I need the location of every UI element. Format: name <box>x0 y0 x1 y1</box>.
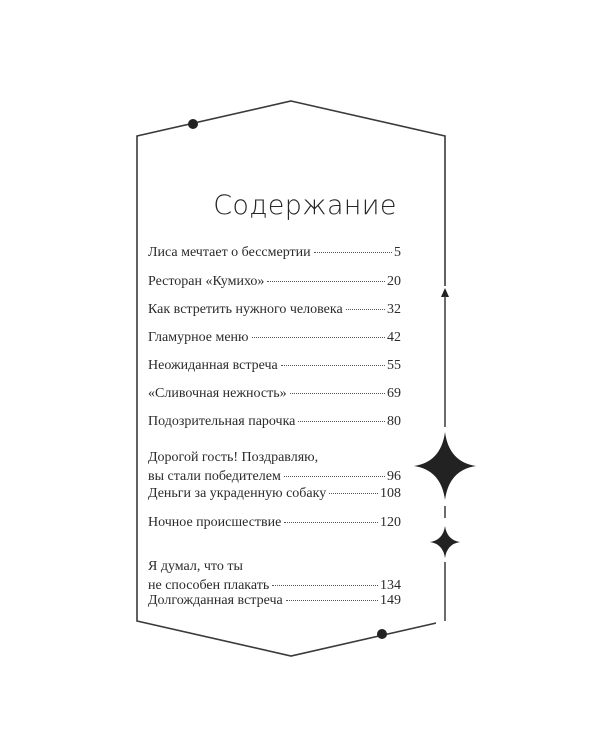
dot-leader <box>329 493 378 494</box>
toc-entry-title: Гламурное меню <box>148 330 249 345</box>
toc-page-number: 96 <box>387 469 401 484</box>
toc-page-number: 55 <box>387 358 401 373</box>
toc-page-number: 32 <box>387 302 401 317</box>
dot-leader <box>314 252 392 253</box>
toc-entry[interactable] <box>148 328 401 347</box>
toc-page-number: 42 <box>387 330 401 345</box>
toc-entry[interactable] <box>148 384 401 403</box>
dot-leader <box>298 421 385 422</box>
toc-page-number: 69 <box>387 386 401 401</box>
toc-entry-title: Подозрительная парочка <box>148 414 296 429</box>
toc-entry[interactable] <box>148 591 401 610</box>
toc-entry-title: не способен плакать <box>148 578 270 593</box>
dot-leader <box>281 365 385 366</box>
page-title: Содержание <box>213 190 397 221</box>
dot-leader <box>272 585 378 586</box>
toc-entry-title: Деньги за украденную собаку <box>148 486 327 501</box>
toc-entry-title: Неожиданная встреча <box>148 358 278 373</box>
toc-entry[interactable] <box>148 272 401 291</box>
four-point-star-icon <box>430 526 460 558</box>
dot-ornament-icon <box>188 119 198 129</box>
dot-leader <box>346 309 385 310</box>
toc-entry[interactable] <box>148 300 401 319</box>
toc-entry-title: Лиса мечтает о бессмертии <box>148 245 311 260</box>
toc-page-number: 20 <box>387 274 401 289</box>
four-point-star-icon <box>414 432 476 500</box>
toc-entry[interactable] <box>148 448 401 486</box>
toc-entry-title: Ночное происшествие <box>148 515 282 530</box>
toc-entry-title: вы стали победителем <box>148 469 281 484</box>
dot-leader <box>286 600 378 601</box>
toc-entry[interactable] <box>148 484 401 503</box>
dot-leader <box>252 337 385 338</box>
toc-page-number: 5 <box>394 245 401 260</box>
toc-page-number: 134 <box>380 578 401 593</box>
toc-entry[interactable] <box>148 412 401 431</box>
toc-entry-title: Долгожданная встреча <box>148 593 283 608</box>
toc-page-number: 108 <box>380 486 401 501</box>
toc-entry-title-line: Я думал, что ты <box>148 559 243 574</box>
toc-entry-title-line: Дорогой гость! Поздравляю, <box>148 450 319 465</box>
toc-entry[interactable] <box>148 557 401 595</box>
dot-leader <box>284 522 378 523</box>
toc-entry-title: «Сливочная нежность» <box>148 386 287 401</box>
toc-entry[interactable] <box>148 356 401 375</box>
toc-entry-title: Ресторан «Кумихо» <box>148 274 265 289</box>
toc-page-number: 149 <box>380 593 401 608</box>
dot-leader <box>267 281 385 282</box>
dot-leader <box>284 476 385 477</box>
toc-entry[interactable] <box>148 243 401 262</box>
toc-page-number: 80 <box>387 414 401 429</box>
dot-ornament-icon <box>377 629 387 639</box>
toc-entry[interactable] <box>148 513 401 532</box>
toc-entry-title: Как встретить нужного человека <box>148 302 343 317</box>
toc-page-number: 120 <box>380 515 401 530</box>
dot-leader <box>290 393 385 394</box>
